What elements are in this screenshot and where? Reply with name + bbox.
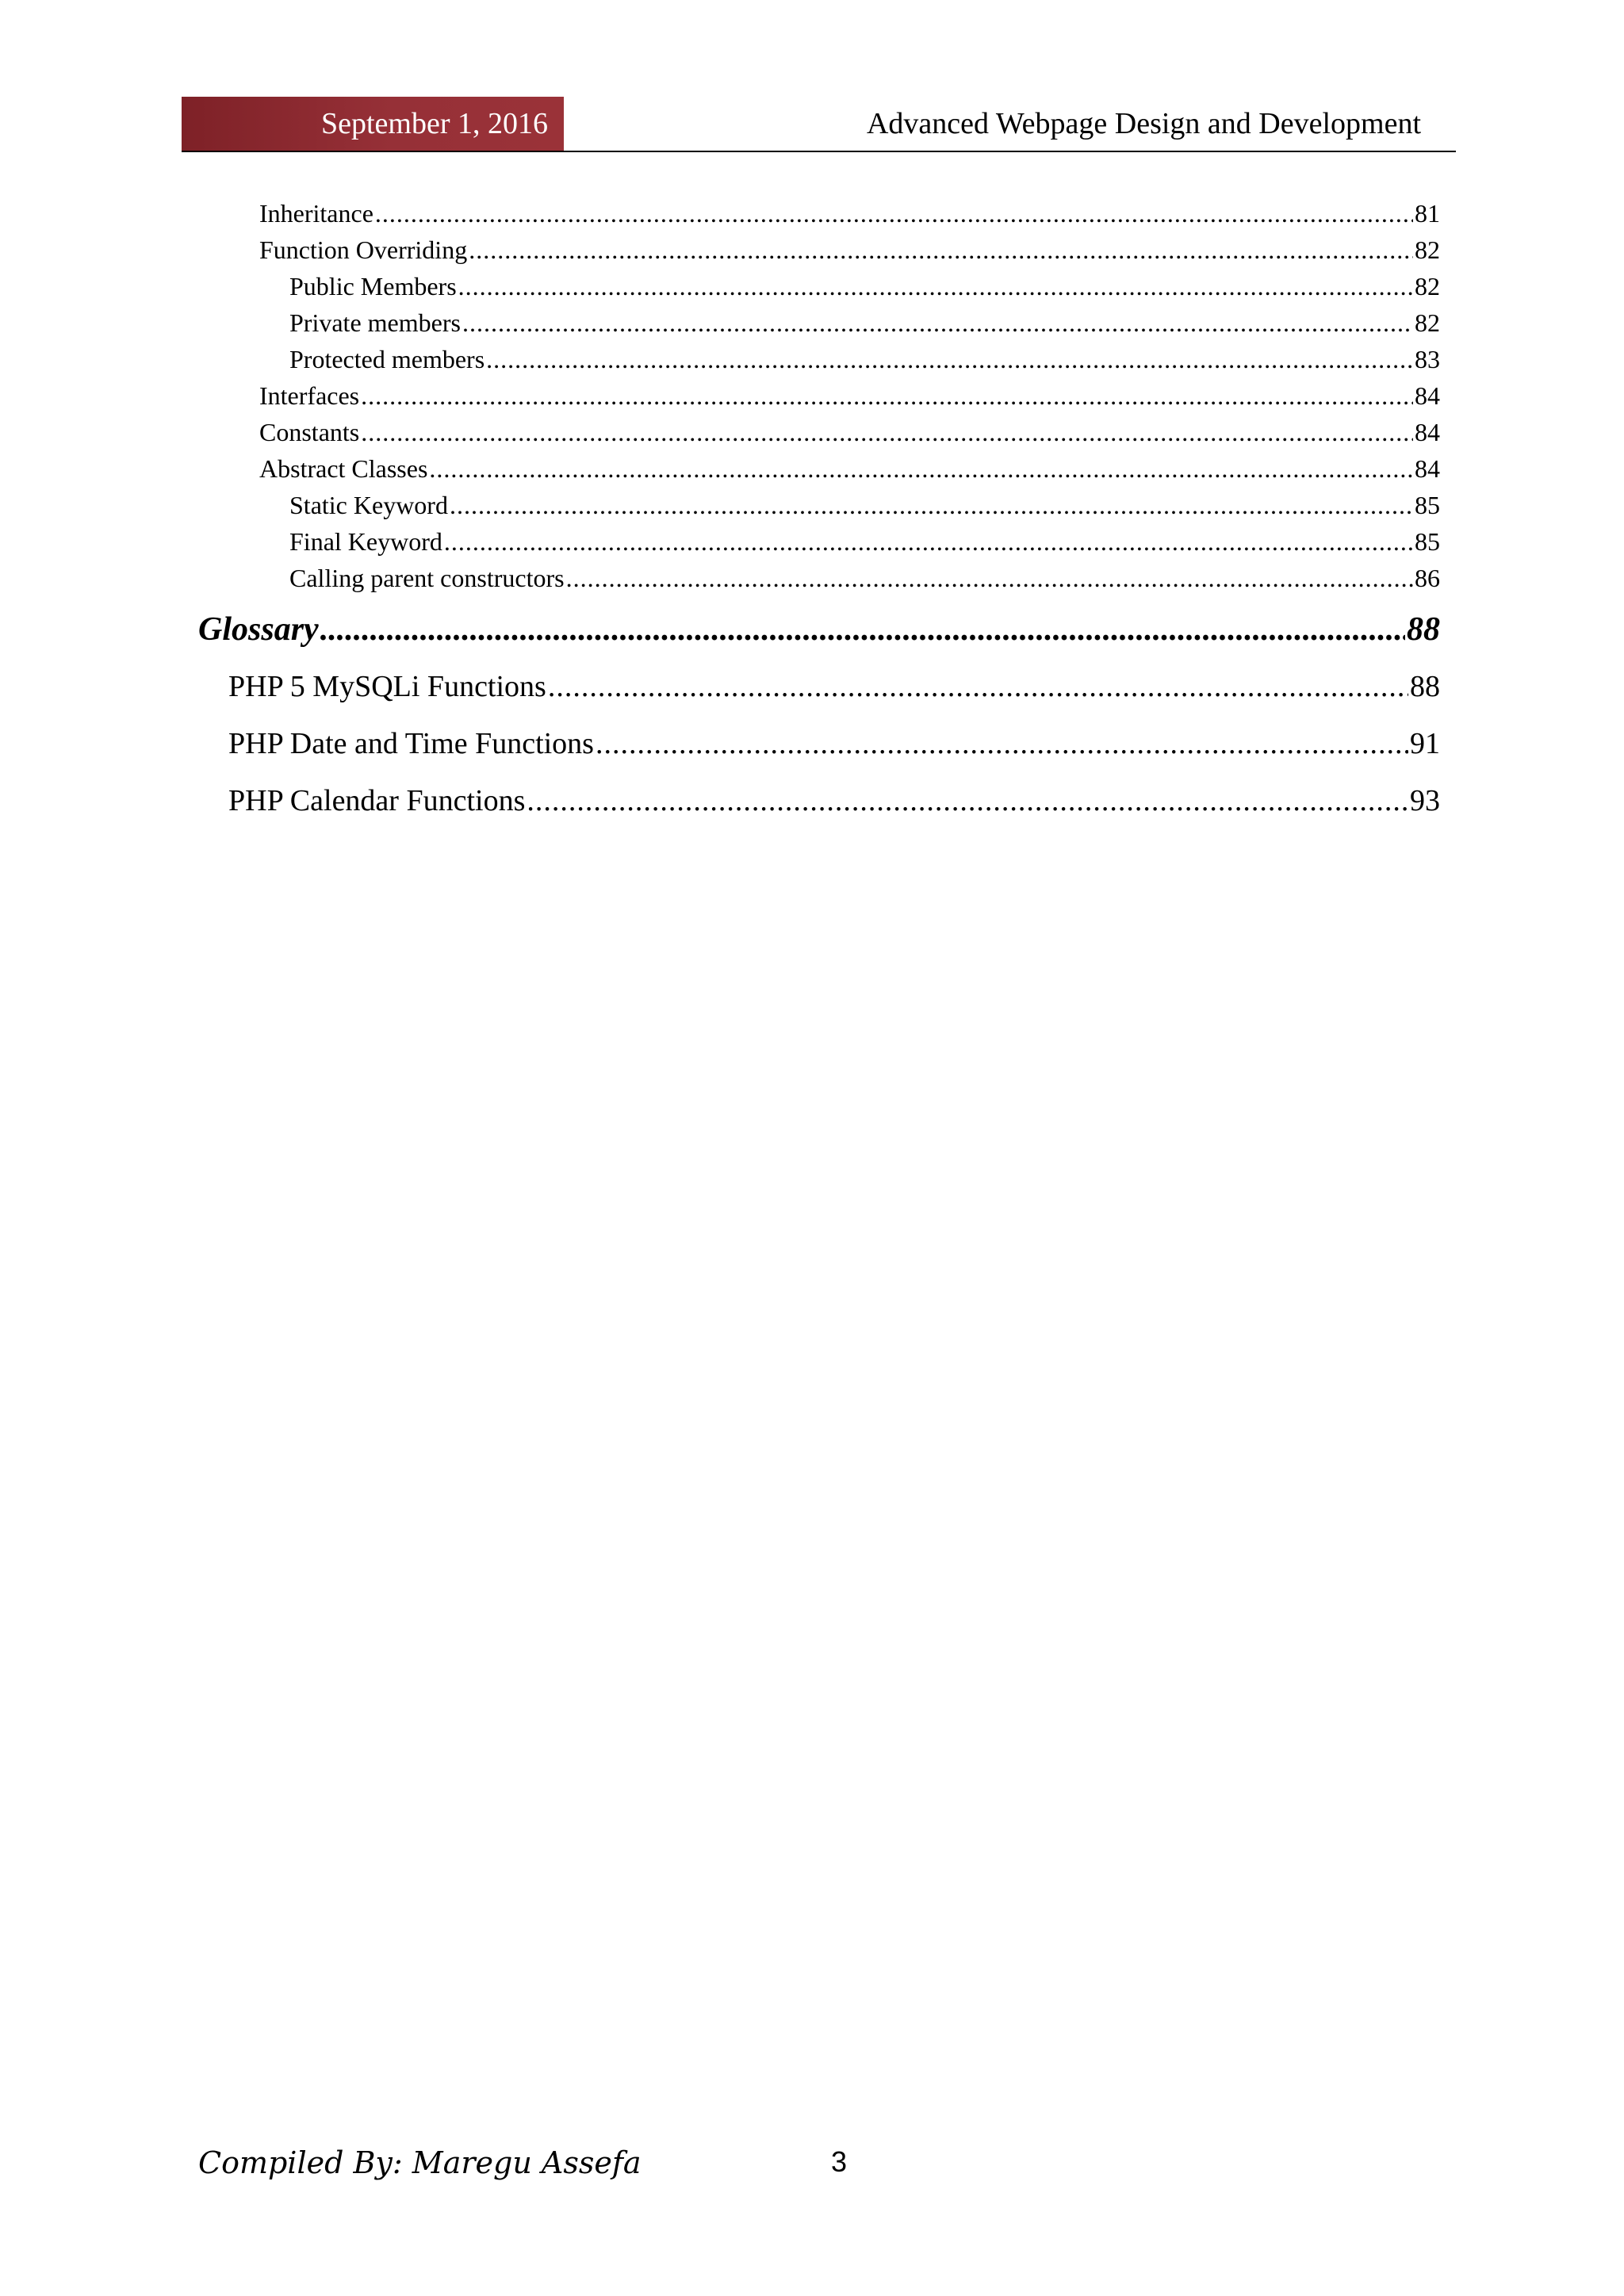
toc-entry-page: 82	[1415, 272, 1440, 300]
toc-entry[interactable]	[198, 560, 1440, 596]
toc-entry-page: 81	[1415, 199, 1440, 228]
toc-entry-title: Function Overriding	[259, 235, 468, 264]
toc-leader-dots	[361, 414, 1413, 450]
toc-entry-page: 85	[1415, 491, 1440, 519]
toc-leader-dots	[320, 601, 1405, 658]
toc-entry-page: 91	[1410, 727, 1440, 760]
header-date-banner: September 1, 2016	[182, 97, 564, 151]
toc-leader-dots	[444, 523, 1413, 560]
toc-entry-page: 82	[1415, 235, 1440, 264]
toc-entry[interactable]	[198, 450, 1440, 487]
toc-leader-dots	[429, 450, 1413, 487]
header-title: Advanced Webpage Design and Development	[866, 107, 1421, 140]
toc-entry-page: 83	[1415, 345, 1440, 373]
toc-leader-dots	[566, 560, 1413, 596]
toc-entry-title: Interfaces	[259, 381, 360, 410]
toc-entry[interactable]	[198, 341, 1440, 377]
table-of-contents	[198, 195, 1440, 829]
toc-entry[interactable]	[198, 715, 1440, 772]
toc-entry-title: PHP 5 MySQLi Functions	[228, 670, 546, 703]
toc-entry-title: PHP Calendar Functions	[228, 784, 526, 817]
toc-entry-page: 88	[1407, 611, 1440, 648]
toc-entry-page: 93	[1410, 784, 1440, 817]
toc-entry-title: Protected members	[289, 345, 485, 373]
toc-entry[interactable]	[198, 658, 1440, 715]
footer-compiled-by: Compiled By: Maregu Assefa	[198, 2145, 642, 2180]
toc-entry[interactable]	[198, 414, 1440, 450]
toc-leader-dots	[361, 377, 1413, 414]
toc-entry-page: 82	[1415, 308, 1440, 337]
toc-leader-dots	[458, 268, 1413, 304]
toc-entry-title: Private members	[289, 308, 461, 337]
toc-leader-dots	[486, 341, 1413, 377]
toc-entry-page: 84	[1415, 381, 1440, 410]
toc-entry[interactable]	[198, 772, 1440, 829]
toc-entry-title: Public Members	[289, 272, 457, 300]
toc-entry[interactable]	[198, 268, 1440, 304]
toc-entry-title: Constants	[259, 418, 360, 446]
toc-leader-dots	[469, 232, 1413, 268]
toc-entry-title: PHP Date and Time Functions	[228, 727, 594, 760]
page-header	[182, 97, 1456, 152]
toc-entry-title: Static Keyword	[289, 491, 448, 519]
header-rule	[182, 151, 1456, 152]
toc-entry-title: Glossary	[198, 611, 319, 648]
toc-entry[interactable]	[198, 195, 1440, 232]
toc-leader-dots	[596, 715, 1408, 772]
toc-entry[interactable]	[198, 377, 1440, 414]
toc-entry-title: Calling parent constructors	[289, 564, 565, 592]
toc-entry-page: 86	[1415, 564, 1440, 592]
toc-entry[interactable]	[198, 232, 1440, 268]
toc-entry[interactable]	[198, 487, 1440, 523]
toc-entry-title: Inheritance	[259, 199, 373, 228]
toc-entry-page: 84	[1415, 454, 1440, 483]
toc-entry[interactable]	[198, 304, 1440, 341]
footer-page-number: 3	[831, 2145, 848, 2178]
toc-leader-dots	[527, 772, 1408, 829]
toc-entry-title: Abstract Classes	[259, 454, 428, 483]
toc-leader-dots	[375, 195, 1413, 232]
toc-entry-page: 88	[1410, 670, 1440, 703]
toc-entry-page: 84	[1415, 418, 1440, 446]
toc-entry[interactable]	[198, 523, 1440, 560]
toc-leader-dots	[548, 658, 1408, 715]
toc-leader-dots	[450, 487, 1413, 523]
toc-entry-page: 85	[1415, 527, 1440, 556]
toc-chapter-entry[interactable]	[198, 601, 1440, 658]
toc-leader-dots	[462, 304, 1413, 341]
toc-entry-title: Final Keyword	[289, 527, 442, 556]
